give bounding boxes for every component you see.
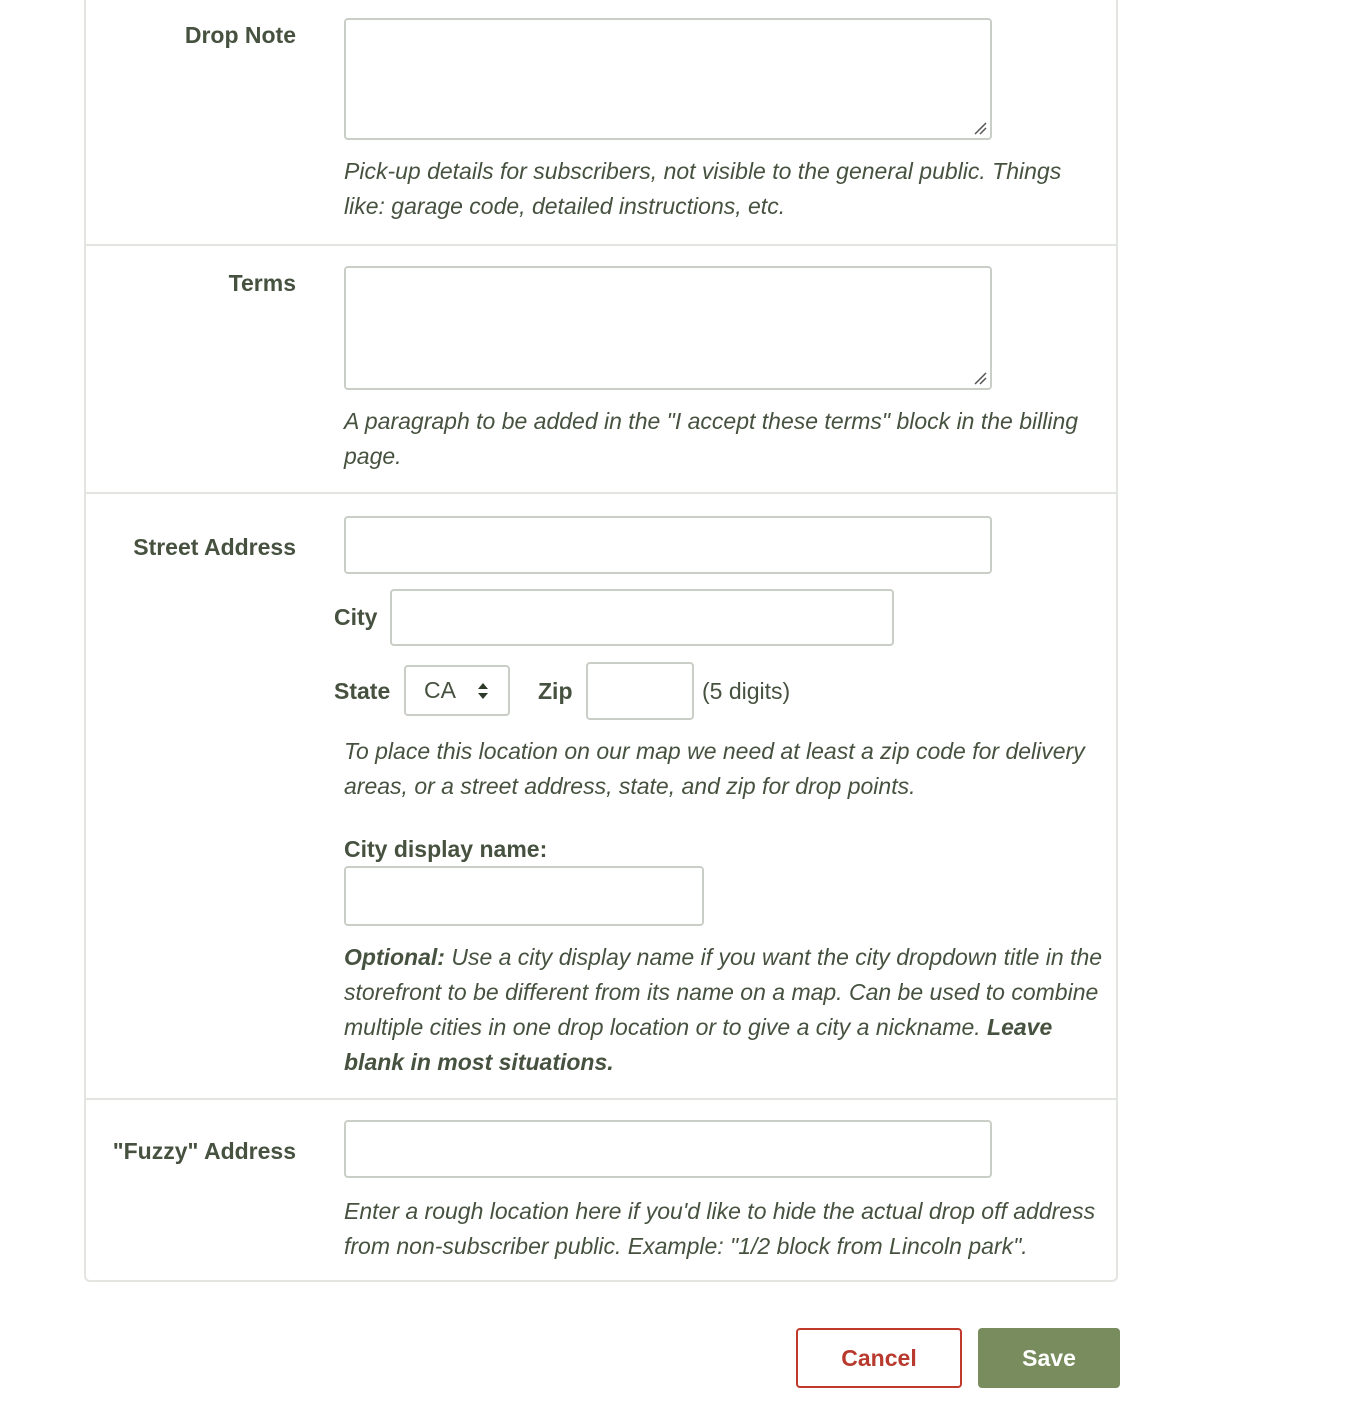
state-label: State: [334, 678, 391, 704]
state-select-value: CA: [424, 677, 456, 703]
fuzzy-address-input[interactable]: [344, 1120, 992, 1178]
drop-note-help: Pick-up details for subscribers, not visible to the general public. Things like: garage code, detailed instructions, etc.: [344, 158, 1062, 219]
drop-note-label: Drop Note: [184, 22, 296, 48]
sort-caret-icon: [476, 681, 490, 701]
city-display-help: [344, 940, 1104, 1080]
resize-grip-icon[interactable]: [972, 370, 988, 386]
city-label: City: [334, 604, 378, 630]
fuzzy-address-help: Enter a rough location here if you'd like to hide the actual drop off address from non-subscriber public. Example: "1/2 block from Lincoln park".: [344, 1198, 1096, 1259]
city-display-name-input[interactable]: [344, 866, 704, 926]
resize-grip-icon[interactable]: [972, 120, 988, 136]
optional-help-text: Use a city display name if you want the city dropdown title in the storefront to be different from its name on a map. Can be used to combine multiple cities in one drop location or to give a city a nickname.: [344, 944, 1103, 1040]
fuzzy-address-label: "Fuzzy" Address: [112, 1138, 296, 1164]
section-divider: [84, 492, 1118, 494]
state-select[interactable]: [404, 665, 510, 716]
city-input[interactable]: [390, 589, 894, 646]
optional-prefix: Optional:: [344, 944, 445, 970]
section-divider: [84, 1098, 1118, 1100]
terms-help: A paragraph to be added in the "I accept these terms" block in the billing page.: [344, 408, 1079, 469]
terms-textarea[interactable]: [344, 266, 992, 390]
address-help: To place this location on our map we need at least a zip code for delivery areas, or a street address, state, and zip for drop points.: [344, 738, 1085, 799]
terms-label: Terms: [228, 270, 296, 296]
zip-label: Zip: [538, 678, 573, 704]
section-divider: [84, 244, 1118, 246]
zip-input[interactable]: [586, 662, 694, 720]
street-address-label: Street Address: [133, 534, 296, 560]
zip-digits-hint: (5 digits): [702, 678, 791, 704]
optional-emphasis: Leave blank in most situations.: [344, 1014, 1053, 1075]
drop-note-textarea[interactable]: [344, 18, 992, 140]
save-button[interactable]: Save: [978, 1328, 1120, 1388]
city-display-name-label: City display name:: [344, 836, 548, 862]
street-address-input[interactable]: [344, 516, 992, 574]
cancel-button[interactable]: Cancel: [796, 1328, 962, 1388]
